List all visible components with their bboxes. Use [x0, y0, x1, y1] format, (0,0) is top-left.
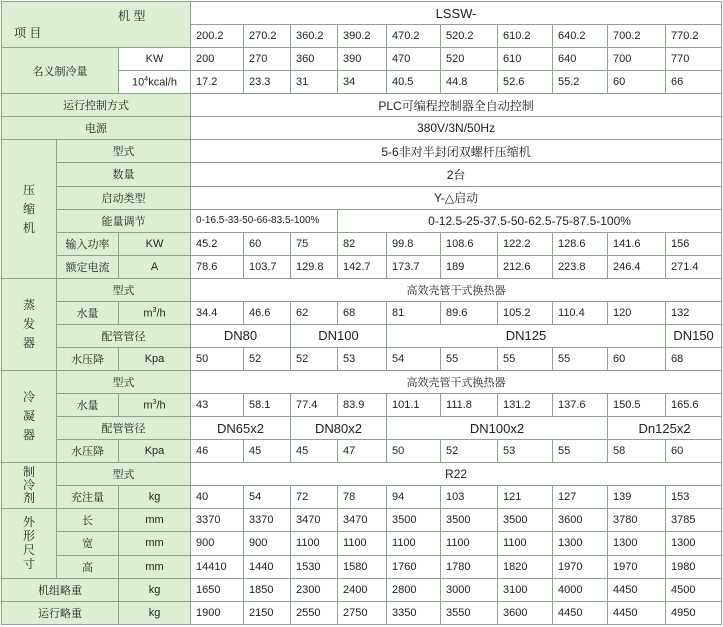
- value-cell: 23.3: [244, 71, 291, 94]
- value-cell: 3000: [441, 578, 498, 601]
- model-cell: 770.2: [666, 25, 722, 48]
- unit-rest: kcal/h: [148, 76, 177, 89]
- value-cell: 60: [608, 71, 666, 94]
- header-row-1: [2, 2, 722, 25]
- compressor-input-label: 输入功率: [57, 232, 119, 255]
- value-cell: 58.1: [244, 394, 291, 417]
- value-cell: 2150: [244, 601, 291, 624]
- value-cell: 610: [498, 48, 553, 71]
- item-label: 项 目: [14, 26, 42, 40]
- condenser-type-row: [2, 371, 722, 394]
- value-cell: 270: [244, 48, 291, 71]
- value-cell: 44.8: [441, 71, 498, 94]
- value-cell: 1530: [291, 555, 338, 578]
- power-label: 电源: [2, 117, 191, 140]
- capreg-value-b: 0-12.5-25-37.5-50-62.5-75-87.5-100%: [338, 209, 722, 232]
- model-cell: 200.2: [191, 25, 244, 48]
- value-cell: 54: [244, 486, 291, 509]
- value-cell: 127: [553, 486, 608, 509]
- value-cell: 3370: [191, 509, 244, 532]
- value-cell: 1970: [608, 555, 666, 578]
- value-cell: 1900: [191, 601, 244, 624]
- value-cell: 390: [338, 48, 387, 71]
- value-cell: 1100: [441, 532, 498, 555]
- value-cell: 150.5: [608, 394, 666, 417]
- value-cell: 700: [608, 48, 666, 71]
- value-cell: 46.6: [244, 301, 291, 324]
- value-cell: 53: [338, 347, 387, 370]
- value-cell: 45: [244, 440, 291, 463]
- value-cell: 137.6: [553, 394, 608, 417]
- value-cell: 1100: [291, 532, 338, 555]
- value-cell: 1100: [498, 532, 553, 555]
- refrigerant-charge-label: 充注量: [57, 486, 119, 509]
- condenser-drop-row: [2, 440, 722, 463]
- unit-cell: mm: [119, 532, 191, 555]
- value-cell: 173.7: [387, 255, 441, 278]
- unit-exponent: 4: [144, 75, 149, 83]
- pipe-size: DN150: [666, 324, 722, 347]
- value-cell: 900: [191, 532, 244, 555]
- compressor-qty-row: [2, 163, 722, 186]
- value-cell: 1100: [387, 532, 441, 555]
- model-cell: 360.2: [291, 25, 338, 48]
- value-cell: 122.2: [498, 232, 553, 255]
- unit-exponent: 3: [152, 398, 157, 406]
- power-value: 380V/3N/50Hz: [191, 117, 722, 140]
- value-cell: 60: [608, 347, 666, 370]
- unit-cell: [119, 394, 191, 417]
- refrigerant-charge-row: [2, 486, 722, 509]
- value-cell: 4450: [608, 578, 666, 601]
- value-cell: 4950: [666, 601, 722, 624]
- pipe-size: DN80: [191, 324, 291, 347]
- evaporator-pipe-row: [2, 324, 722, 347]
- value-cell: 1100: [338, 532, 387, 555]
- unit-cell: kg: [119, 601, 191, 624]
- pipe-size: DN100: [291, 324, 387, 347]
- value-cell: 52: [291, 347, 338, 370]
- value-cell: 78: [338, 486, 387, 509]
- value-cell: 66: [666, 71, 722, 94]
- value-cell: 68: [338, 301, 387, 324]
- value-cell: 40: [191, 486, 244, 509]
- pipe-size: DN125: [387, 324, 666, 347]
- compressor-qty-value: 2台: [191, 163, 722, 186]
- model-cell: 610.2: [498, 25, 553, 48]
- value-cell: 111.8: [441, 394, 498, 417]
- value-cell: 31: [291, 71, 338, 94]
- value-cell: 60: [666, 440, 722, 463]
- compressor-group-label: 压 缩 机: [2, 140, 57, 278]
- pipe-size: DN65x2: [191, 417, 291, 440]
- value-cell: 55: [441, 347, 498, 370]
- model-cell: 470.2: [387, 25, 441, 48]
- value-cell: 142.7: [338, 255, 387, 278]
- value-cell: 1760: [387, 555, 441, 578]
- value-cell: 52: [244, 347, 291, 370]
- running-weight-row: [2, 601, 722, 624]
- unit-exponent: 3: [152, 306, 157, 314]
- evaporator-type-value: 高效壳管干式换热器: [191, 278, 722, 301]
- unit-cell: Kpa: [119, 347, 191, 370]
- value-cell: 94: [387, 486, 441, 509]
- value-cell: 189: [441, 255, 498, 278]
- value-cell: 78.6: [191, 255, 244, 278]
- unit-cell: [119, 71, 191, 94]
- unit-cell: KW: [119, 232, 191, 255]
- value-cell: 43: [191, 394, 244, 417]
- value-cell: 101.1: [387, 394, 441, 417]
- evaporator-drop-label: 水压降: [57, 347, 119, 370]
- condenser-pipe-row: [2, 417, 722, 440]
- value-cell: 4500: [666, 578, 722, 601]
- value-cell: 3350: [387, 601, 441, 624]
- series-name: LSSW-: [191, 2, 722, 25]
- unit-weight-label: 机组略重: [2, 578, 119, 601]
- value-cell: 34: [338, 71, 387, 94]
- dimensions-group-label: 外 形 尺 寸: [2, 509, 57, 578]
- value-cell: 99.8: [387, 232, 441, 255]
- value-cell: 105.2: [498, 301, 553, 324]
- value-cell: 54: [387, 347, 441, 370]
- unit-base: m: [143, 307, 153, 320]
- control-row: [2, 94, 722, 117]
- value-cell: 3600: [498, 601, 553, 624]
- pipe-size: DN100x2: [387, 417, 608, 440]
- value-cell: 3550: [441, 601, 498, 624]
- value-cell: 153: [666, 486, 722, 509]
- value-cell: 17.2: [191, 71, 244, 94]
- value-cell: 45.2: [191, 232, 244, 255]
- value-cell: 50: [387, 440, 441, 463]
- dimension-length-row: [2, 509, 722, 532]
- value-cell: 470: [387, 48, 441, 71]
- value-cell: 200: [191, 48, 244, 71]
- spec-table: [1, 1, 722, 625]
- dimension-height-row: [2, 555, 722, 578]
- value-cell: 141.6: [608, 232, 666, 255]
- compressor-current-label: 额定电流: [57, 255, 119, 278]
- value-cell: 2400: [338, 578, 387, 601]
- condenser-flow-row: [2, 394, 722, 417]
- evaporator-drop-row: [2, 347, 722, 370]
- value-cell: 2750: [338, 601, 387, 624]
- unit-cell: A: [119, 255, 191, 278]
- unit-cell: kg: [119, 578, 191, 601]
- value-cell: 640: [553, 48, 608, 71]
- dimension-width-label: 宽: [57, 532, 119, 555]
- value-cell: 3500: [441, 509, 498, 532]
- value-cell: 52: [441, 440, 498, 463]
- value-cell: 1300: [608, 532, 666, 555]
- value-cell: 77.4: [291, 394, 338, 417]
- value-cell: 165.6: [666, 394, 722, 417]
- compressor-start-value: Y-△启动: [191, 186, 722, 209]
- compressor-capreg-label: 能量调节: [57, 209, 191, 232]
- value-cell: 45: [291, 440, 338, 463]
- unit-rest: /h: [156, 307, 166, 320]
- value-cell: 139: [608, 486, 666, 509]
- value-cell: 53: [498, 440, 553, 463]
- refrigerant-type-value: R22: [191, 463, 722, 486]
- unit-weight-row: [2, 578, 722, 601]
- control-label: 运行控制方式: [2, 94, 191, 117]
- value-cell: 3500: [498, 509, 553, 532]
- value-cell: 81: [387, 301, 441, 324]
- value-cell: 55.2: [553, 71, 608, 94]
- running-weight-label: 运行略重: [2, 601, 119, 624]
- value-cell: 1820: [498, 555, 553, 578]
- value-cell: 1580: [338, 555, 387, 578]
- condenser-type-value: 高效壳管干式换热器: [191, 371, 722, 394]
- value-cell: 770: [666, 48, 722, 71]
- capacity-kw-row: [2, 48, 722, 71]
- value-cell: 103.7: [244, 255, 291, 278]
- condenser-type-label: 型式: [57, 371, 191, 394]
- value-cell: 103: [441, 486, 498, 509]
- compressor-current-row: [2, 255, 722, 278]
- compressor-type-value: 5-6非对半封闭双螺杆压缩机: [191, 140, 722, 163]
- pipe-size: Dn125x2: [608, 417, 722, 440]
- pipe-size: DN80x2: [291, 417, 387, 440]
- value-cell: 52.6: [498, 71, 553, 94]
- value-cell: 271.4: [666, 255, 722, 278]
- value-cell: 129.8: [291, 255, 338, 278]
- value-cell: 50: [191, 347, 244, 370]
- capreg-value-a: 0-16.5-33-50-66-83.5-100%: [191, 209, 338, 232]
- value-cell: 55: [553, 440, 608, 463]
- value-cell: 108.6: [441, 232, 498, 255]
- condenser-drop-label: 水压降: [57, 440, 119, 463]
- value-cell: 83.9: [338, 394, 387, 417]
- value-cell: 34.4: [191, 301, 244, 324]
- value-cell: 3600: [553, 509, 608, 532]
- value-cell: 47: [338, 440, 387, 463]
- value-cell: 2300: [291, 578, 338, 601]
- refrigerant-type-label: 型式: [57, 463, 191, 486]
- evaporator-group-label: 蒸 发 器: [2, 278, 57, 370]
- model-cell: 270.2: [244, 25, 291, 48]
- value-cell: 246.4: [608, 255, 666, 278]
- unit-cell: mm: [119, 509, 191, 532]
- condenser-flow-label: 水量: [57, 394, 119, 417]
- value-cell: 89.6: [441, 301, 498, 324]
- control-value: PLC可编程控制器全自动控制: [191, 94, 722, 117]
- value-cell: 1300: [666, 532, 722, 555]
- capacity-label: 名义制冷量: [2, 48, 119, 94]
- value-cell: 3780: [608, 509, 666, 532]
- value-cell: 55: [498, 347, 553, 370]
- value-cell: 132: [666, 301, 722, 324]
- value-cell: 82: [338, 232, 387, 255]
- unit-base: m: [143, 399, 153, 412]
- model-cell: 390.2: [338, 25, 387, 48]
- unit-cell: kg: [119, 486, 191, 509]
- value-cell: 1850: [244, 578, 291, 601]
- value-cell: 4000: [553, 578, 608, 601]
- unit-cell: [119, 301, 191, 324]
- value-cell: 2800: [387, 578, 441, 601]
- condenser-pipe-label: 配管管径: [57, 417, 191, 440]
- dimension-length-label: 长: [57, 509, 119, 532]
- value-cell: 131.2: [498, 394, 553, 417]
- value-cell: 46: [191, 440, 244, 463]
- value-cell: 110.4: [553, 301, 608, 324]
- value-cell: 1650: [191, 578, 244, 601]
- header-corner: [2, 2, 191, 48]
- value-cell: 1970: [553, 555, 608, 578]
- compressor-type-row: [2, 140, 722, 163]
- compressor-capreg-row: [2, 209, 722, 232]
- value-cell: 40.5: [387, 71, 441, 94]
- unit-rest: /h: [156, 399, 166, 412]
- value-cell: 4450: [553, 601, 608, 624]
- evaporator-pipe-label: 配管管径: [57, 324, 191, 347]
- evaporator-type-label: 型式: [57, 278, 191, 301]
- value-cell: 212.6: [498, 255, 553, 278]
- unit-cell: KW: [119, 48, 191, 71]
- value-cell: 58: [608, 440, 666, 463]
- model-cell: 520.2: [441, 25, 498, 48]
- unit-base: 10: [132, 76, 145, 89]
- unit-cell: Kpa: [119, 440, 191, 463]
- dimension-width-row: [2, 532, 722, 555]
- value-cell: 3100: [498, 578, 553, 601]
- dimension-height-label: 高: [57, 555, 119, 578]
- compressor-start-label: 启动类型: [57, 186, 191, 209]
- evaporator-type-row: [2, 278, 722, 301]
- value-cell: 14410: [191, 555, 244, 578]
- value-cell: 75: [291, 232, 338, 255]
- model-cell: 700.2: [608, 25, 666, 48]
- model-label: 机 型: [118, 9, 146, 23]
- value-cell: 4450: [608, 601, 666, 624]
- value-cell: 55: [553, 347, 608, 370]
- compressor-input-row: [2, 232, 722, 255]
- value-cell: 3370: [244, 509, 291, 532]
- value-cell: 1300: [553, 532, 608, 555]
- value-cell: 128.6: [553, 232, 608, 255]
- value-cell: 72: [291, 486, 338, 509]
- value-cell: 1980: [666, 555, 722, 578]
- value-cell: 360: [291, 48, 338, 71]
- power-row: [2, 117, 722, 140]
- value-cell: 68: [666, 347, 722, 370]
- unit-cell: mm: [119, 555, 191, 578]
- condenser-group-label: 冷 凝 器: [2, 371, 57, 463]
- value-cell: 223.8: [553, 255, 608, 278]
- value-cell: 900: [244, 532, 291, 555]
- compressor-type-label: 型式: [57, 140, 191, 163]
- value-cell: 3470: [338, 509, 387, 532]
- value-cell: 3470: [291, 509, 338, 532]
- value-cell: 156: [666, 232, 722, 255]
- compressor-qty-label: 数量: [57, 163, 191, 186]
- refrigerant-group-label: 制 冷 剂: [2, 463, 57, 509]
- value-cell: 60: [244, 232, 291, 255]
- evaporator-flow-row: [2, 301, 722, 324]
- model-cell: 640.2: [553, 25, 608, 48]
- value-cell: 3500: [387, 509, 441, 532]
- compressor-start-row: [2, 186, 722, 209]
- value-cell: 1780: [441, 555, 498, 578]
- value-cell: 121: [498, 486, 553, 509]
- refrigerant-type-row: [2, 463, 722, 486]
- value-cell: 62: [291, 301, 338, 324]
- value-cell: 520: [441, 48, 498, 71]
- value-cell: 3785: [666, 509, 722, 532]
- value-cell: 120: [608, 301, 666, 324]
- value-cell: 2550: [291, 601, 338, 624]
- evaporator-flow-label: 水量: [57, 301, 119, 324]
- value-cell: 1440: [244, 555, 291, 578]
